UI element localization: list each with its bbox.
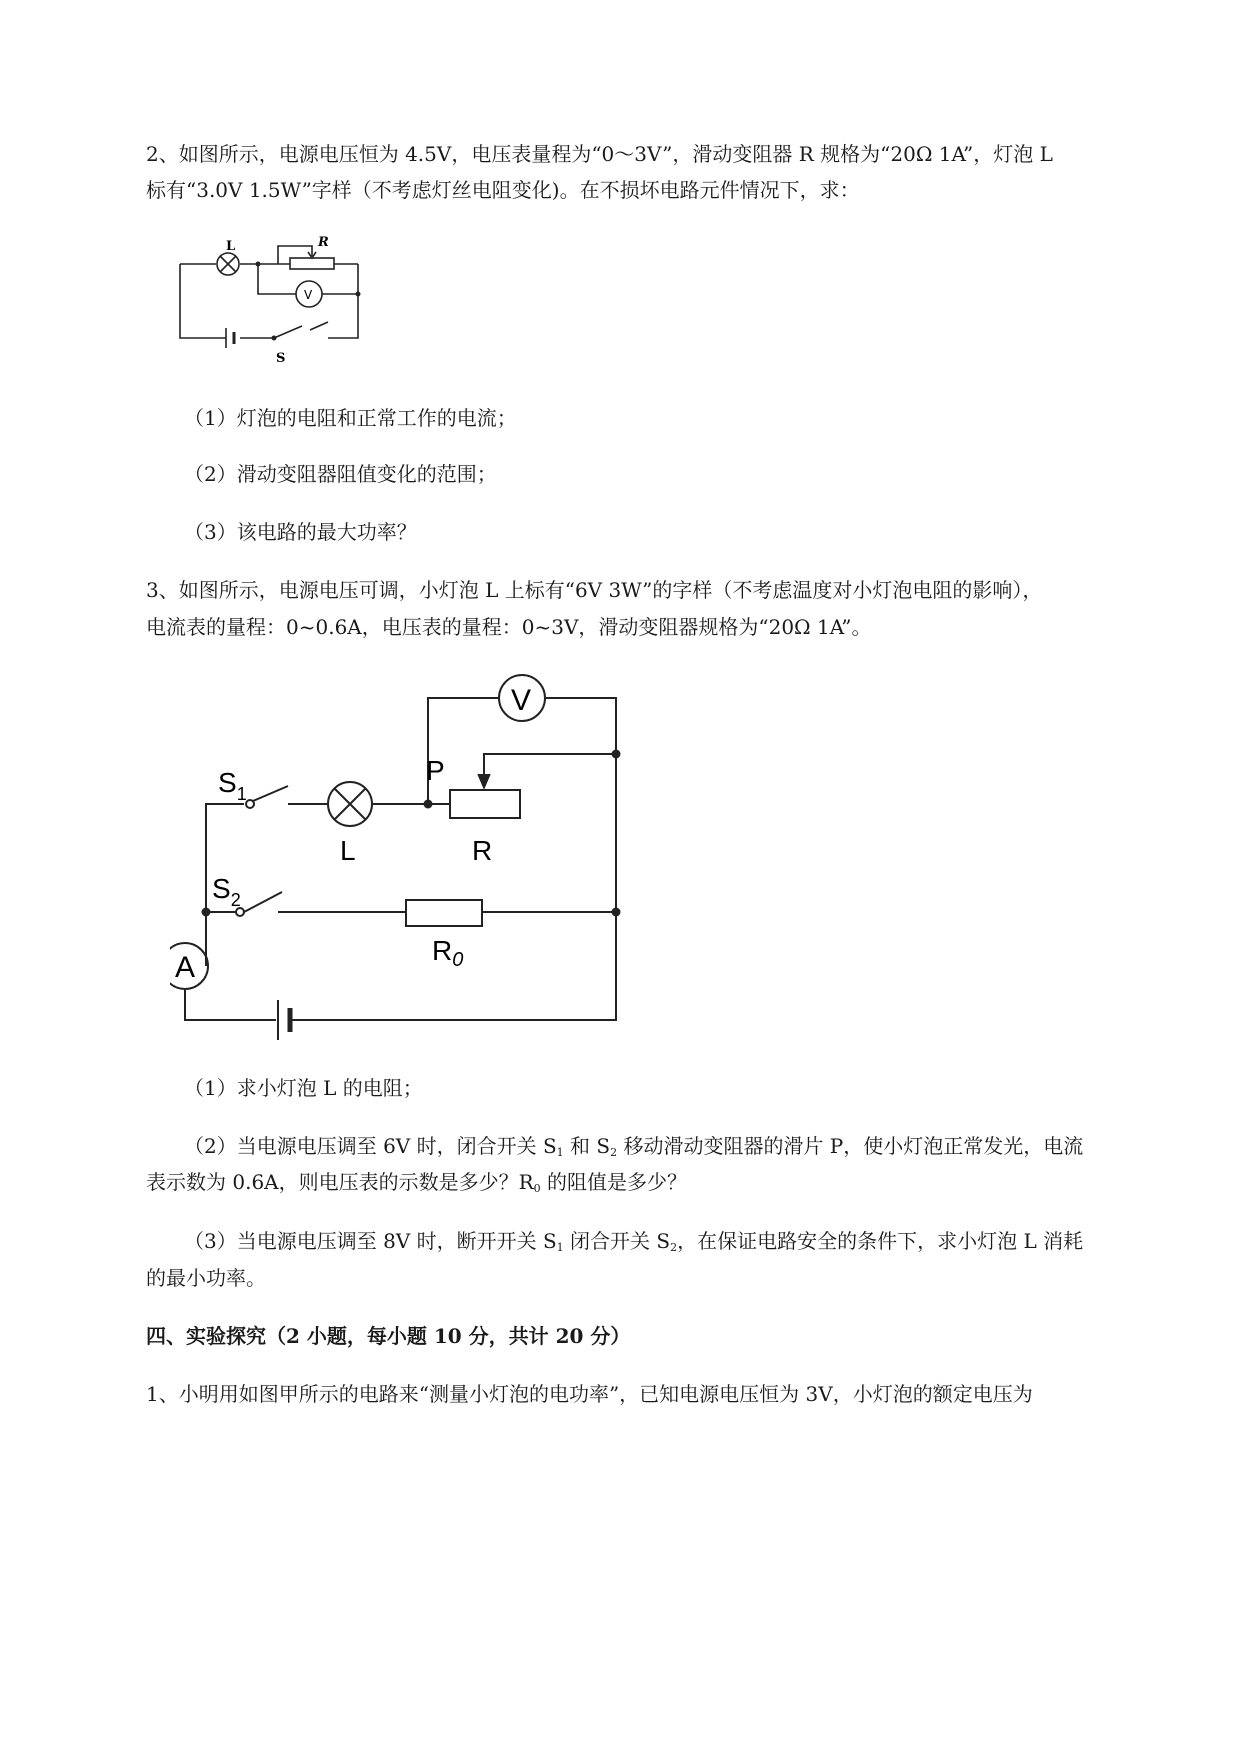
section4-heading: 四、实验探究（2 小题，每小题 10 分，共计 20 分）: [146, 1324, 631, 1348]
q2-stem-line1: 2、如图所示，电源电压恒为 4.5V，电压表量程为“0～3V”，滑动变阻器 R 规格为“20Ω 1A”，灯泡 L: [146, 142, 1053, 166]
q3-sub3-line2: 的最小功率。: [146, 1266, 266, 1290]
q3-battery-symbol: [278, 1000, 290, 1040]
q3-label-slider: P: [426, 755, 445, 786]
q3-sub3-line1: （3）当电源电压调至 8V 时，断开开关 $S_1$ 闭合开关 $S_2$，在保证电路安全的条件下，求小灯泡 L 消耗: [184, 1229, 1084, 1254]
q2-label-rheostat: R: [318, 235, 329, 250]
q3-stem-line2: 电流表的量程：0~0.6A，电压表的量程：0~3V，滑动变阻器规格为“20Ω 1A”。: [146, 615, 872, 639]
lamp-symbol: [217, 253, 239, 275]
q2-label-switch: S: [276, 351, 286, 366]
q3-label-s2: $S_2$: [212, 873, 241, 910]
battery-symbol: [226, 328, 234, 348]
section4-q1-line1: 1、小明用如图甲所示的电路来“测量小灯泡的电功率”，已知电源电压恒为 3V，小灯泡的额定电压为: [146, 1382, 1033, 1406]
q3-label-ammeter: A: [175, 951, 196, 984]
q3-sub2-line2: 表示数为 0.6A，则电压表的示数是多少？$R_0$ 的阻值是多少？: [146, 1170, 688, 1195]
q3-sub2-line1: （2）当电源电压调至 6V 时，闭合开关 $S_1$ 和 $S_2$ 移动滑动变阻器的滑片 P，使小灯泡正常发光，电流: [184, 1134, 1084, 1159]
q3-label-s1: $S_1$: [218, 767, 247, 804]
q2-sub1: （1）灯泡的电阻和正常工作的电流；: [184, 406, 517, 430]
q2-sub3: （3）该电路的最大功率？: [184, 520, 417, 544]
q2-label-voltmeter: V: [304, 288, 313, 302]
q2-sub2: （2）滑动变阻器阻值变化的范围；: [184, 462, 497, 486]
q2-label-lamp: L: [226, 239, 236, 254]
q3-sub1: （1）求小灯泡 L 的电阻；: [184, 1076, 423, 1100]
q2-circuit-diagram: [170, 232, 410, 372]
q3-lamp-symbol: [328, 782, 372, 826]
q3-label-r0: $R_0$: [432, 935, 464, 971]
q3-stem-line1: 3、如图所示，电源电压可调，小灯泡 L 上标有“6V 3W”的字样（不考虑温度对小灯泡电阻的影响），: [146, 578, 1043, 602]
q3-resistor-r0-symbol: [406, 900, 482, 926]
q3-label-voltmeter: V: [511, 684, 532, 717]
q3-label-lamp: L: [340, 835, 356, 866]
q3-label-rheostat: R: [472, 835, 493, 866]
q3-rheostat-symbol: [450, 754, 616, 818]
q2-stem-line2: 标有“3.0V 1.5W”字样（不考虑灯丝电阻变化)。在不损坏电路元件情况下，求：: [146, 178, 860, 202]
